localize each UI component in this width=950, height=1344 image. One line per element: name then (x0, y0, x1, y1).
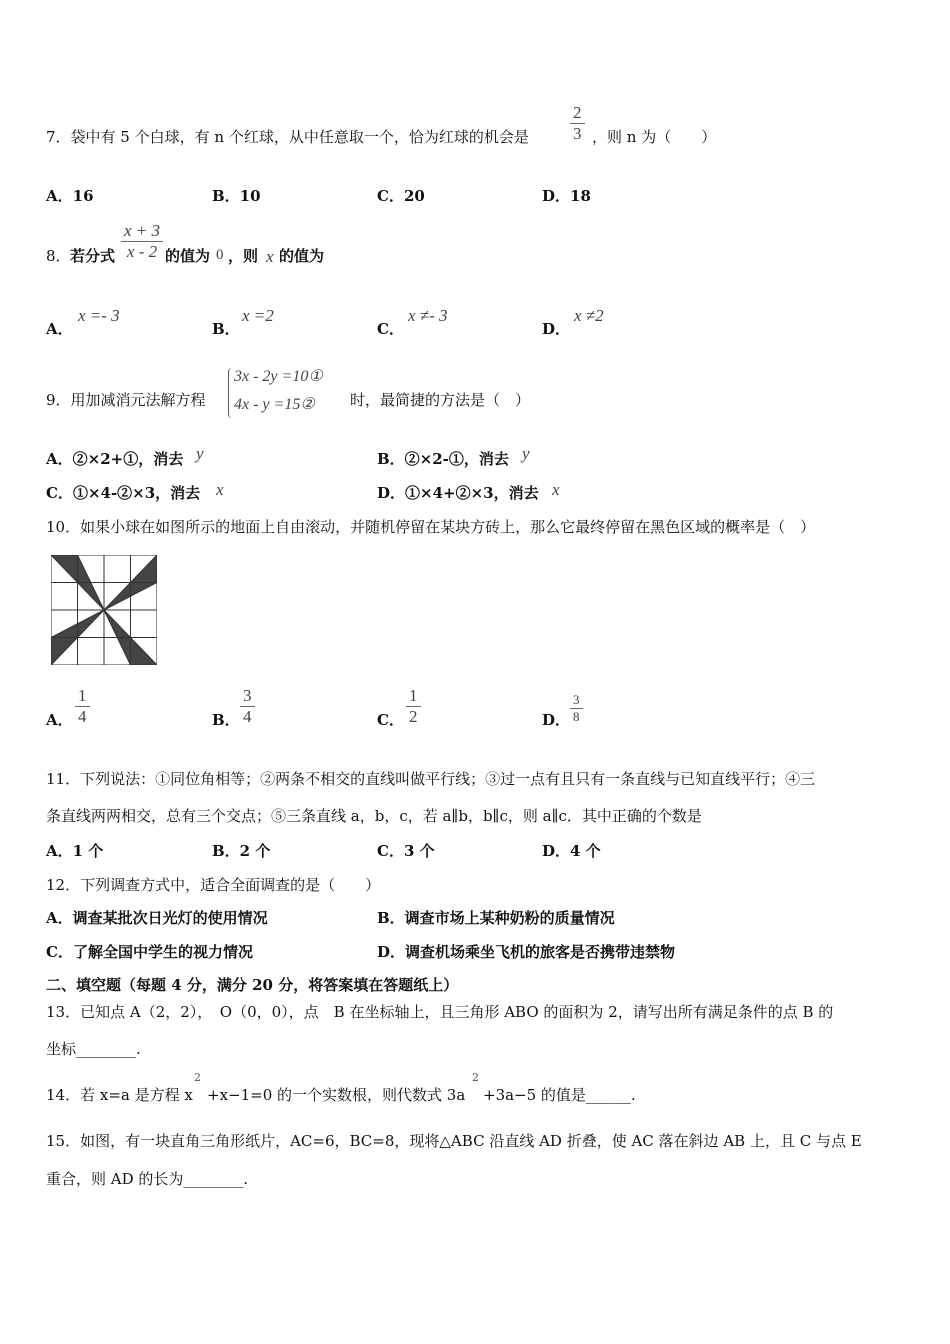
q9-tail: 时，最简捷的方法是（ ） (350, 391, 531, 409)
q8-frac-den: x - 2 (121, 241, 163, 262)
q8-var: x (266, 247, 274, 266)
q9-option-b: B．②×2-①，消去 (377, 450, 509, 468)
q10-frac-c-den: 2 (406, 706, 421, 727)
q10-frac-d-den: 8 (570, 708, 583, 725)
q8-end: 的值为 (279, 247, 325, 265)
q10-frac-a-num: 1 (78, 686, 87, 705)
q10-label-d: D． (542, 711, 571, 729)
q11-option-c: C．3 个 (377, 842, 435, 860)
q9-option-c-var: x (216, 480, 224, 499)
q14-part1: 14．若 x=a 是方程 x (46, 1086, 193, 1104)
tile-black-5 (51, 638, 77, 666)
q9-eq1: 3x - 2y =10① (234, 368, 323, 385)
q8-frac-num: x + 3 (124, 221, 161, 240)
q7-option-b: B．10 (212, 187, 261, 205)
q12-option-d: D．调查机场乘坐飞机的旅客是否携带违禁物 (377, 943, 676, 961)
q9-eq2: 4x - y =15② (234, 396, 315, 413)
tile-black-1 (51, 555, 77, 583)
q8-mid2: ，则 (228, 247, 259, 265)
q8-label-a: A． (46, 320, 73, 338)
q14-sup1: 2 (194, 1071, 201, 1084)
q10-tile-figure (51, 555, 157, 665)
q7-tail: ，则 n 为（ ） (592, 128, 717, 146)
q13-line2: 坐标________. (46, 1040, 141, 1058)
q8-mid: 的值为 (165, 247, 211, 265)
q8-prefix: 8． (46, 247, 71, 265)
q7-option-c: C．20 (377, 187, 425, 205)
q15-line2: 重合，则 AD 的长为________. (46, 1170, 249, 1188)
q9-option-c: C．①×4-②×3，消去 (46, 484, 201, 502)
q7-frac-den: 3 (570, 123, 585, 144)
q11-option-a: A．1 个 (46, 842, 104, 860)
q12-option-a: A．调查某批次日光灯的使用情况 (46, 909, 268, 927)
q10-frac-b (240, 686, 255, 727)
q9-option-d-var: x (552, 480, 560, 499)
q10-text: 10．如果小球在如图所示的地面上自由滚动，并随机停留在某块方砖上，那么它最终停留在黑色区域的概率是（ ） (46, 518, 816, 536)
q7-frac-num: 2 (573, 103, 582, 122)
q7-text: 7．袋中有 5 个白球，有 n 个红球，从中任意取一个，恰为红球的机会是 (46, 128, 529, 146)
q10-frac-b-den: 4 (240, 706, 255, 727)
q8-label-d: D． (542, 320, 571, 338)
q14-part3: +3a−5 的值是______. (483, 1086, 636, 1104)
q10-label-a: A． (46, 711, 73, 729)
q8-text: 若分式 (70, 247, 116, 265)
q14-sup2: 2 (472, 1071, 479, 1084)
q10-frac-a (75, 686, 90, 727)
q10-frac-a-den: 4 (75, 706, 90, 727)
q7-option-a: A．16 (46, 187, 94, 205)
q9-text: 9．用加减消元法解方程 (46, 391, 206, 409)
q10-label-b: B． (212, 711, 240, 729)
q15-line1: 15．如图，有一块直角三角形纸片，AC=6，BC=8，现将△ABC 沿直线 AD 折叠，使 AC 落在斜边 AB 上，且 C 与点 E (46, 1132, 862, 1150)
tile-black-7 (130, 638, 156, 666)
q10-frac-b-num: 3 (243, 686, 252, 705)
q8-value-a: x =- 3 (78, 306, 120, 325)
q10-frac-c-num: 1 (409, 686, 418, 705)
q10-frac-d-num: 3 (573, 692, 580, 707)
tile-black-3 (130, 555, 156, 583)
q9-option-a: A．②×2+①，消去 (46, 450, 184, 468)
q9-option-d: D．①×4+②×3，消去 (377, 484, 539, 502)
q10-frac-c (406, 686, 421, 727)
q11-line2: 条直线两两相交，总有三个交点；⑤三条直线 a，b，c，若 a∥b，b∥c，则 a∥c．其中正确的个数是 (46, 807, 702, 825)
q8-value-b: x =2 (242, 306, 274, 325)
q12-text: 12．下列调查方式中，适合全面调查的是（ ） (46, 876, 381, 894)
q9-option-b-var: y (522, 444, 530, 463)
q11-line1: 11．下列说法：①同位角相等；②两条不相交的直线叫做平行线；③过一点有且只有一条直线与已知直线平行；④三 (46, 770, 816, 788)
section-2-heading: 二、填空题（每题 4 分，满分 20 分，将答案填在答题纸上） (46, 976, 459, 994)
q8-label-c: C． (377, 320, 404, 338)
q7-fraction (570, 103, 585, 144)
q8-zero: 0 (216, 247, 224, 263)
q10-frac-d (570, 692, 583, 725)
q8-value-d: x ≠2 (574, 306, 604, 325)
q7-option-d: D．18 (542, 187, 591, 205)
q8-label-b: B． (212, 320, 240, 338)
q12-option-c: C．了解全国中学生的视力情况 (46, 943, 253, 961)
q11-option-b: B．2 个 (212, 842, 271, 860)
q11-option-d: D．4 个 (542, 842, 601, 860)
q10-label-c: C． (377, 711, 404, 729)
q12-option-b: B．调查市场上某种奶粉的质量情况 (377, 909, 615, 927)
q8-fraction (121, 221, 163, 262)
q8-value-c: x ≠- 3 (408, 306, 448, 325)
q14-part2: +x−1=0 的一个实数根，则代数式 3a (207, 1086, 466, 1104)
q13-line1: 13．已知点 A（2，2）， O（0，0），点 B 在坐标轴上，且三角形 ABO 的面积为 2，请写出所有满足条件的点 B 的 (46, 1003, 834, 1021)
q9-option-a-var: y (196, 444, 204, 463)
